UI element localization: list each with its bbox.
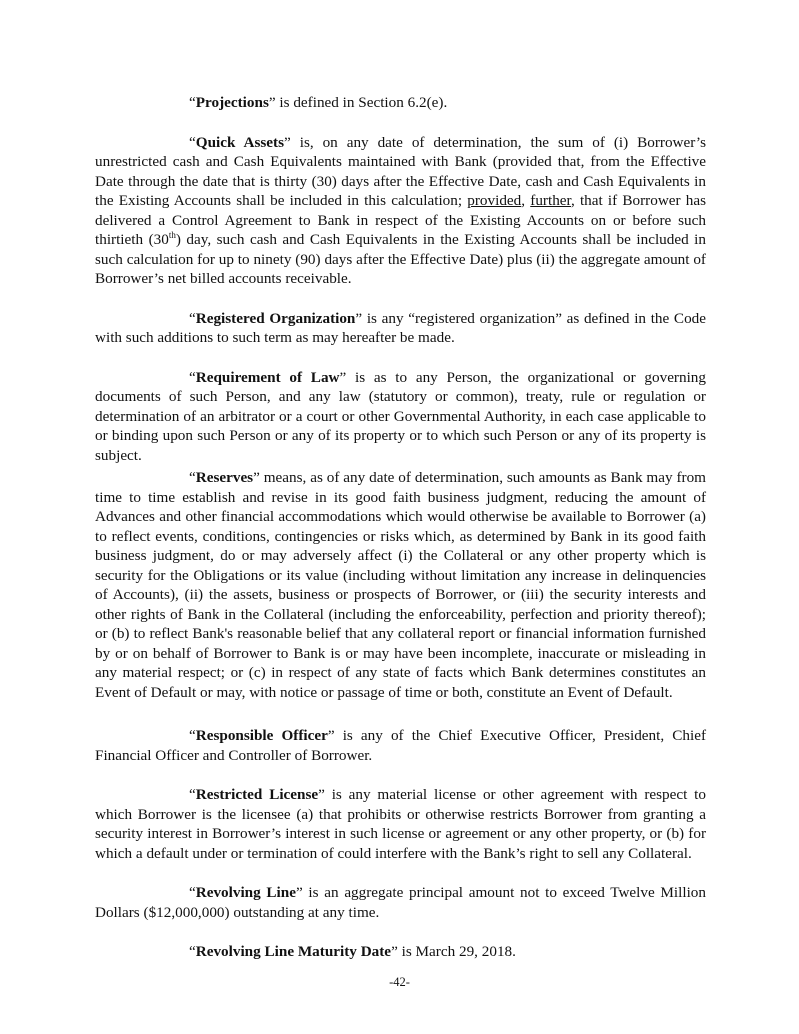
quote-open: “ bbox=[189, 727, 196, 744]
definition-text: means, as of any date of determination, such amounts as Bank may from time to time establish and revise in its good faith business judgment, reducing the amount of Advances and other financial accommodations which would otherwise be available to Borrower (a) to reflect events, conditions, contingencies or risks which, as determined by Bank in its good faith business judgment, do or may adversely affect (i) the Collateral or any other property which is security for the Obligations or its value (including without limitation any increase in delinquencies of Accounts), (ii) the assets, business or prospects of Borrower, or (iii) the security interests and other rights of Bank in the Collateral (including the enforceability, perfection and priority thereof); or (b) to reflect Bank's reasonable belief that any collateral report or financial information furnished by or on behalf of Borrower to Bank is or may have been incomplete, inaccurate or misleading in any material respect; or (c) in respect of any state of facts which Bank determines constitutes an Event of Default or may, with notice or passage of time or both, constitute an Event of Default. bbox=[95, 469, 706, 701]
provided-underlined: provided bbox=[467, 192, 522, 209]
definition-text: is any material license or other agreement with respect to which Borrower is the licensee (a) that prohibits or otherwise restricts Borrower from granting a security interest in Borrower’s interest in such license or agreement or any other property, or (b) for which a default under or termination of could interfere with the Bank’s right to sell any Collateral. bbox=[95, 786, 706, 862]
quote-open: “ bbox=[189, 94, 196, 111]
term-reserves: Reserves bbox=[195, 469, 254, 486]
quote-open: “ bbox=[189, 786, 196, 803]
term-quick-assets: Quick Assets bbox=[195, 133, 285, 151]
term-revolving-line-maturity-date: Revolving Line Maturity Date bbox=[195, 943, 392, 960]
quote-close: ” bbox=[355, 309, 363, 327]
definition-registered-organization bbox=[95, 309, 706, 348]
definition-text: is as to any Person, the organizational or governing documents of such Person, and any law (statutory or common), treaty, rule or regulation or determination of an arbitrator or a court or other Governmental Authority, in each case applicable to or binding upon such Person or any of its property or to which such Person or any of its property is subject. bbox=[95, 368, 706, 464]
definition-revolving-line bbox=[95, 883, 706, 922]
definition-requirement-of-law bbox=[95, 368, 706, 466]
term-projections: Projections bbox=[195, 94, 269, 111]
page-number: -42- bbox=[389, 975, 410, 989]
definition-projections bbox=[95, 93, 706, 113]
term-responsible-officer: Responsible Officer bbox=[195, 727, 328, 744]
definition-text: is any “registered organization” as defined in the Code with such additions to such term as may hereafter be made. bbox=[95, 309, 706, 346]
further-underlined: further bbox=[530, 192, 571, 209]
definition-responsible-officer bbox=[95, 726, 706, 765]
definition-text: is any of the Chief Executive Officer, President, Chief Financial Officer and Controller of Borrower. bbox=[95, 727, 706, 764]
definition-text: is March 29, 2018. bbox=[397, 943, 516, 960]
quote-open: “ bbox=[189, 469, 196, 486]
quote-close: ” bbox=[318, 786, 325, 803]
quote-open: “ bbox=[189, 133, 196, 151]
quote-close: ” bbox=[284, 133, 291, 151]
quote-open: “ bbox=[189, 884, 196, 901]
definitions-list bbox=[95, 93, 706, 962]
definition-reserves bbox=[95, 468, 706, 702]
comma: , bbox=[521, 192, 531, 209]
quote-close: ” bbox=[253, 469, 260, 486]
definition-text: is an aggregate principal amount not to exceed Twelve Million Dollars ($12,000,000) outstanding at any time. bbox=[95, 884, 706, 921]
quote-close: ” bbox=[339, 368, 347, 386]
quote-open: “ bbox=[189, 368, 196, 386]
superscript-th: th bbox=[168, 229, 176, 240]
quote-close: ” bbox=[327, 727, 335, 744]
definition-quick-assets bbox=[95, 133, 706, 289]
quote-close: ” bbox=[391, 943, 398, 960]
quote-open: “ bbox=[189, 943, 196, 960]
definition-text-b: , that if Borrower has delivered a Control Agreement to Bank in respect of the Existing Accounts on or before such thirtieth (30 bbox=[95, 192, 707, 248]
term-requirement-of-law: Requirement of Law bbox=[195, 368, 340, 386]
definition-text: is defined in Section 6.2(e). bbox=[275, 94, 448, 111]
quote-close: ” bbox=[295, 884, 303, 901]
definition-restricted-license bbox=[95, 785, 706, 863]
definition-text-a: is, on any date of determination, the sum of (i) Borrower’s unrestricted cash and Cash Equivalents maintained with Bank (provided that, from the Effective Date through the date that is thirty (30) days after the Effective Date, cash and Cash Equivalents in the Existing Accounts shall be included in this calculation; bbox=[95, 133, 707, 209]
term-restricted-license: Restricted License bbox=[195, 786, 319, 803]
definition-revolving-line-maturity-date bbox=[95, 942, 706, 962]
term-revolving-line: Revolving Line bbox=[195, 884, 296, 901]
term-registered-organization: Registered Organization bbox=[195, 309, 356, 327]
definition-text-c: ) day, such cash and Cash Equivalents in the Existing Accounts shall be included in such calculation for up to ninety (90) days after the Effective Date) plus (ii) the aggregate amount of Borrower’s net billed accounts receivable. bbox=[95, 231, 706, 287]
quote-open: “ bbox=[189, 309, 196, 327]
quote-close: ” bbox=[268, 94, 276, 111]
